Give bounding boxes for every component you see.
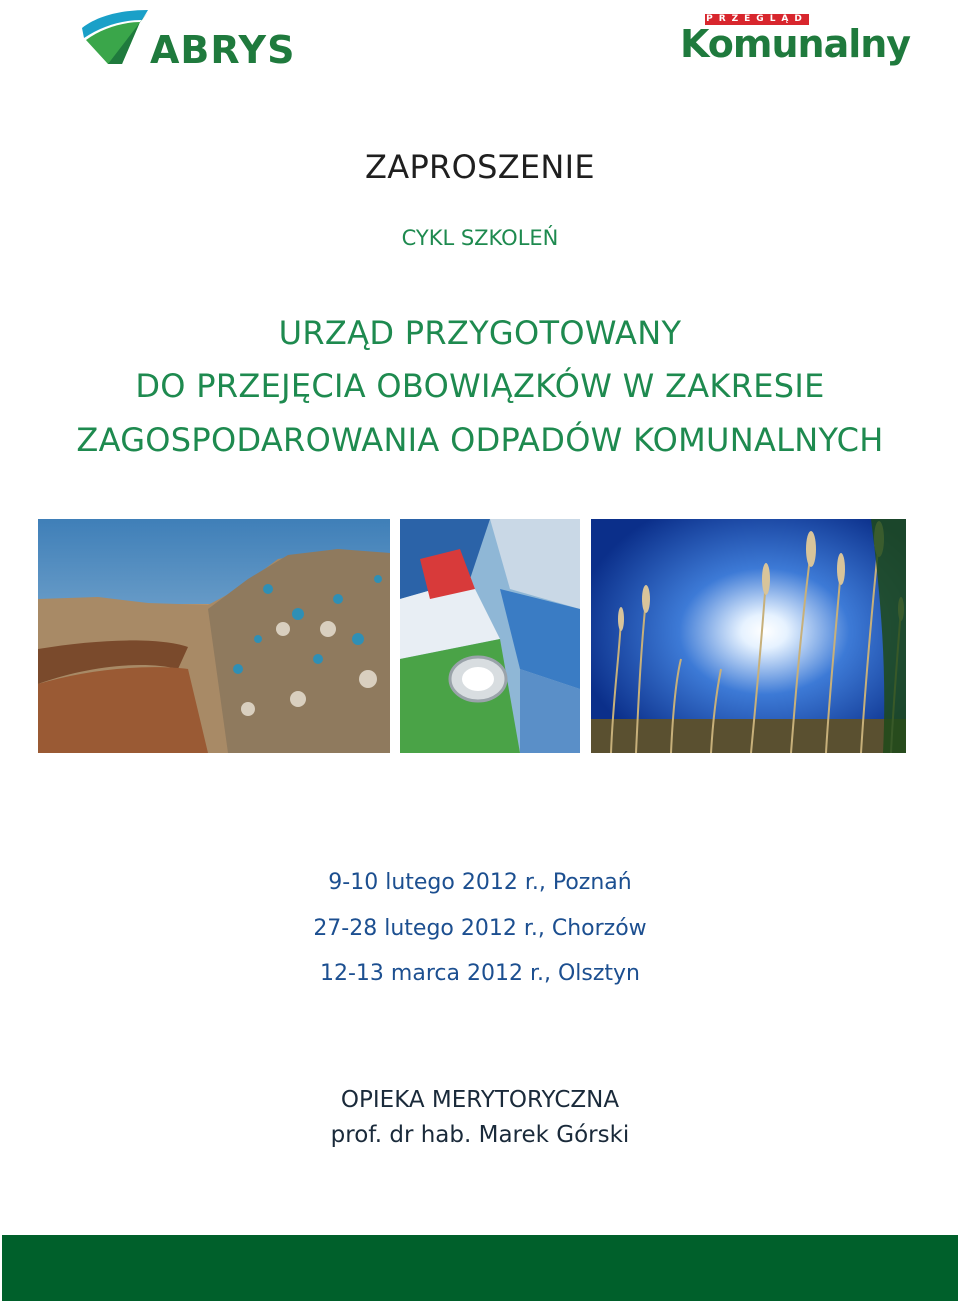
reeds-sun-photo (591, 519, 906, 753)
landfill-photo (38, 519, 390, 753)
page-title: ZAPROSZENIE (365, 148, 595, 186)
abrys-swoosh-icon (78, 6, 150, 66)
headline-line: ZAGOSPODAROWANIA ODPADÓW KOMUNALNYCH (76, 421, 884, 459)
recycling-waste-photo (400, 519, 580, 753)
przeglad-banner: PRZEGLĄD (706, 14, 808, 24)
supervisor-name: prof. dr hab. Marek Górski (330, 1122, 630, 1148)
event-date-olsztyn: 12-13 marca 2012 r., Olsztyn (320, 961, 640, 986)
przeglad-komunalny-logo (680, 14, 911, 70)
komunalny-wordmark: Komunalny (680, 22, 911, 66)
event-date-chorzow: 27-28 lutego 2012 r., Chorzów (313, 916, 647, 941)
headline-line: DO PRZEJĘCIA OBOWIĄZKÓW W ZAKRESIE (135, 367, 825, 405)
event-date-poznan: 9-10 lutego 2012 r., Poznań (328, 870, 632, 895)
abrys-logo (78, 6, 328, 70)
page-subtitle: CYKL SZKOLEŃ (401, 226, 559, 250)
abrys-wordmark: ABRYS (150, 28, 296, 72)
footer-bar (2, 1235, 958, 1301)
headline-line: URZĄD PRZYGOTOWANY (278, 314, 682, 352)
supervision-label: OPIEKA MERYTORYCZNA (340, 1087, 620, 1113)
